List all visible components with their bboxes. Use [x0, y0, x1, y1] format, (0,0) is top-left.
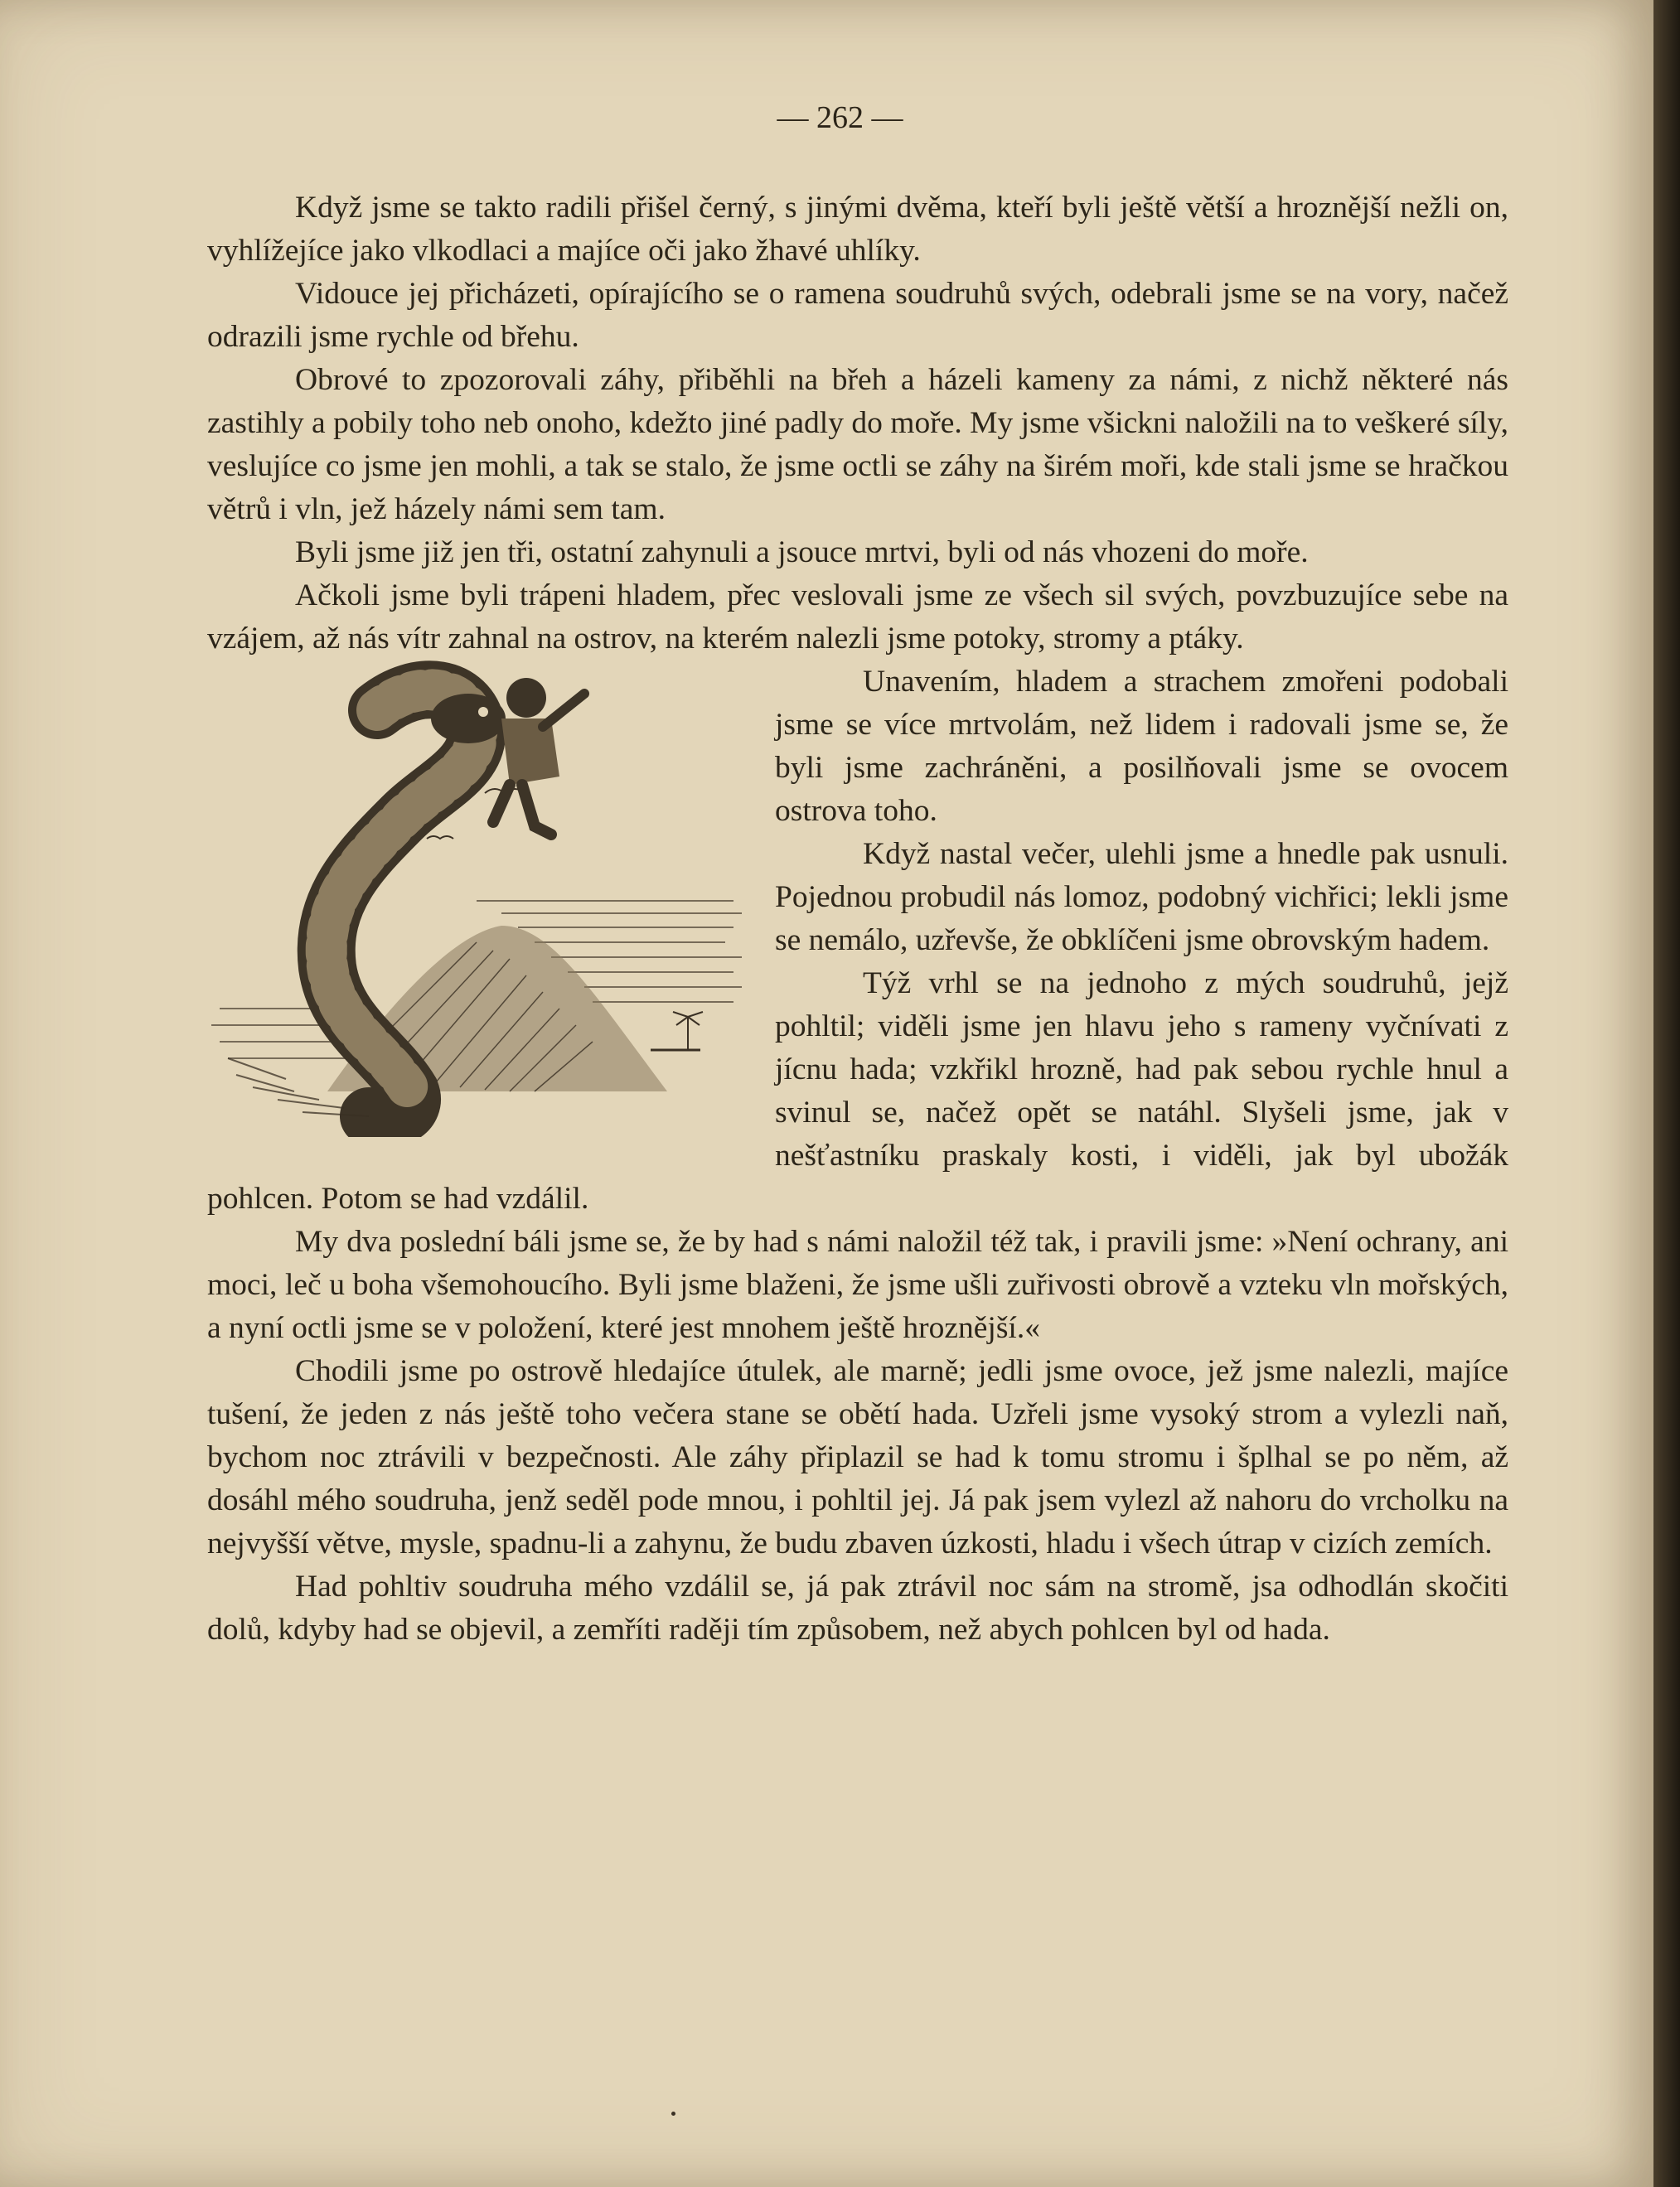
print-speck	[671, 2112, 675, 2116]
page-edge	[1653, 0, 1680, 2187]
serpent-illustration	[203, 660, 754, 1137]
paragraph: Chodili jsme po ostrově hledajíce útulek, ale marně; jedli jsme ovoce, jež jsme nalezli, majíce tušení, že jeden z nás ještě toho večera stane se obětí hada. Uzřeli jsme vysoký strom a vylezli naň, bychom noc ztrávili v bezpečnosti. Ale záhy připlazil se had k tomu stromu i šplhal se po něm, až dosáhl mého soudruha, jenž seděl pode mnou, i pohltil jej. Já pak jsem vylezl až nahoru do vrcholku na nejvyšší větve, mysle, spadnu-li a zahynu, že budu zbaven úzkosti, hladu i všech útrap v cizích zemích.	[207, 1354, 1508, 1560]
page-number: — 262 —	[777, 100, 903, 135]
paragraph: Unavením, hladem a strachem zmořeni podobali jsme se více mrtvolám, než lidem i radovali jsme se, že byli jsme zachráněni, a posilňovali jsme se ovocem ostrova toho.	[775, 665, 1508, 828]
paragraph: Týž vrhl se na jednoho z mých soudruhů, jejž pohltil; viděli jsme jen hlavu jeho s rameny vyčnívati z jícnu hada; vzkřikl hrozně, had pak sebou rychle hnul a svinul se, načež opět se natáhl. Slyšeli jsme, jak v nešťastníku praskaly kosti, i viděli, jak byl ubožák pohlcen. Potom se had vzdálil.	[207, 966, 1508, 1216]
paragraph: Když nastal večer, ulehli jsme a hnedle pak usnuli. Pojednou probudil nás lomoz, podobný vichřici; lekli jsme se nemálo, uzřevše, že obklíčeni jsme obrovským hadem.	[775, 837, 1508, 957]
paragraph: Vidouce jej přicházeti, opírajícího se o ramena soudruhů svých, odebrali jsme se na vory, načež odrazili jsme rychle od břehu.	[207, 277, 1508, 354]
body-text	[207, 186, 1508, 1652]
paragraph: Obrové to zpozorovali záhy, přiběhli na břeh a házeli kameny za námi, z nichž některé nás zastihly a pobily toho neb onoho, kdežto jiné padly do moře. My jsme všickni naložili na to veškeré síly, veslujíce co jsme jen mohli, a tak se stalo, že jsme octli se záhy na širém moři, kde stali jsme se hračkou větrů i vln, jež házely námi sem tam.	[207, 363, 1508, 526]
paragraph: Byli jsme již jen tři, ostatní zahynuli a jsouce mrtvi, byli od nás vhozeni do moře.	[295, 535, 1309, 569]
paragraph: My dva poslední báli jsme se, že by had s námi naložil též tak, i pravili jsme: »Není ochrany, ani moci, leč u boha všemohoucího. Byli jsme blaženi, že jsme ušli zuřivosti obrově a vzteku vln mořských, a nyní octli jsme se v položení, které jest mnohem ještě hroznější.«	[207, 1225, 1508, 1345]
paragraph: Ačkoli jsme byli trápeni hladem, přec veslovali jsme ze všech sil svých, povzbuzujíce sebe na vzájem, až nás vítr zahnal na ostrov, na kterém nalezli jsme potoky, stromy a ptáky.	[207, 578, 1508, 656]
paragraph: Když jsme se takto radili přišel černý, s jinými dvěma, kteří byli ještě větší a hroznější nežli on, vyhlížejíce jako vlkodlaci a majíce oči jako žhavé uhlíky.	[207, 191, 1508, 268]
paragraph: Had pohltiv soudruha mého vzdálil se, já pak ztrávil noc sám na stromě, jsa odhodlán skočiti dolů, kdyby had se objevil, a zemříti raději tím způsobem, než abych pohlcen byl od hada.	[207, 1570, 1508, 1647]
